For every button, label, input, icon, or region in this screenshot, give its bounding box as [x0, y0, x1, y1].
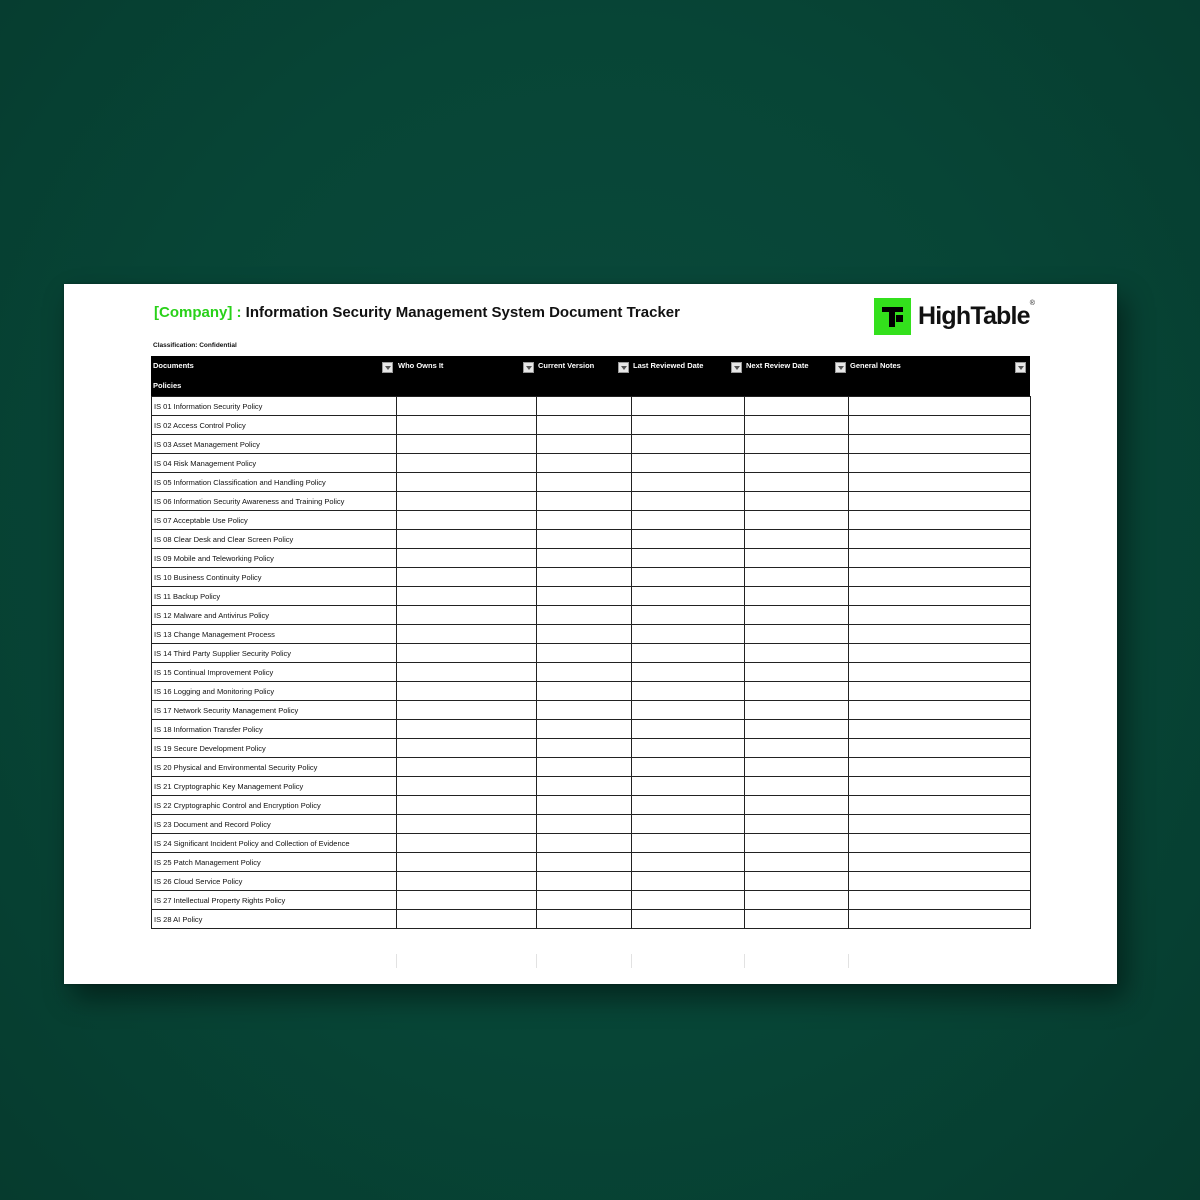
next-review-cell[interactable]: [745, 473, 849, 492]
version-cell[interactable]: [537, 511, 632, 530]
company-placeholder: [Company] :: [154, 304, 242, 321]
last-reviewed-cell[interactable]: [632, 511, 745, 530]
notes-cell[interactable]: [849, 435, 1031, 454]
notes-cell[interactable]: [849, 473, 1031, 492]
filter-dropdown-icon[interactable]: [618, 362, 629, 373]
document-name-cell[interactable]: IS 27 Intellectual Property Rights Policy: [152, 891, 397, 910]
document-name-cell[interactable]: IS 19 Secure Development Policy: [152, 739, 397, 758]
document-name-cell[interactable]: IS 14 Third Party Supplier Security Policy: [152, 644, 397, 663]
version-cell[interactable]: [537, 416, 632, 435]
table-row: [152, 758, 1031, 777]
notes-cell[interactable]: [849, 758, 1031, 777]
next-review-cell[interactable]: [745, 739, 849, 758]
table-row: [152, 777, 1031, 796]
column-header-documents: Documents: [153, 361, 194, 370]
table-row: [152, 606, 1031, 625]
notes-cell[interactable]: [849, 701, 1031, 720]
section-label-policies: Policies: [153, 381, 182, 390]
document-name-cell[interactable]: IS 25 Patch Management Policy: [152, 853, 397, 872]
owner-cell[interactable]: [397, 511, 537, 530]
owner-cell[interactable]: [397, 834, 537, 853]
notes-cell[interactable]: [849, 815, 1031, 834]
owner-cell[interactable]: [397, 682, 537, 701]
owner-cell[interactable]: [397, 853, 537, 872]
owner-cell[interactable]: [397, 758, 537, 777]
table-row: [152, 549, 1031, 568]
last-reviewed-cell[interactable]: [632, 853, 745, 872]
table-row: [152, 720, 1031, 739]
table-row: [152, 910, 1031, 929]
table-row: [152, 644, 1031, 663]
next-review-cell[interactable]: [745, 568, 849, 587]
document-name-cell[interactable]: IS 18 Information Transfer Policy: [152, 720, 397, 739]
version-cell[interactable]: [537, 758, 632, 777]
table-body: [151, 396, 1031, 929]
last-reviewed-cell[interactable]: [632, 473, 745, 492]
next-review-cell[interactable]: [745, 720, 849, 739]
version-cell[interactable]: [537, 720, 632, 739]
next-review-cell[interactable]: [745, 511, 849, 530]
version-cell[interactable]: [537, 739, 632, 758]
logo-text: HighTable: [918, 301, 1030, 330]
owner-cell[interactable]: [397, 739, 537, 758]
document-name-cell[interactable]: IS 07 Acceptable Use Policy: [152, 511, 397, 530]
version-cell[interactable]: [537, 815, 632, 834]
version-cell[interactable]: [537, 644, 632, 663]
table-header: [151, 356, 1030, 396]
version-cell[interactable]: [537, 587, 632, 606]
table-row: [152, 454, 1031, 473]
classification-label: Classification: Confidential: [153, 342, 237, 349]
last-reviewed-cell[interactable]: [632, 663, 745, 682]
document-name-cell[interactable]: IS 05 Information Classification and Handling Policy: [152, 473, 397, 492]
version-cell[interactable]: [537, 891, 632, 910]
version-cell[interactable]: [537, 910, 632, 929]
last-reviewed-cell[interactable]: [632, 606, 745, 625]
notes-cell[interactable]: [849, 872, 1031, 891]
filter-dropdown-icon[interactable]: [523, 362, 534, 373]
table-row: [152, 435, 1031, 454]
document-tracker-table: [151, 356, 1030, 929]
next-review-cell[interactable]: [745, 625, 849, 644]
last-reviewed-cell[interactable]: [632, 568, 745, 587]
notes-cell[interactable]: [849, 492, 1031, 511]
last-reviewed-cell[interactable]: [632, 587, 745, 606]
table-row: [152, 872, 1031, 891]
version-cell[interactable]: [537, 701, 632, 720]
document-name-cell[interactable]: IS 03 Asset Management Policy: [152, 435, 397, 454]
next-review-cell[interactable]: [745, 682, 849, 701]
last-reviewed-cell[interactable]: [632, 435, 745, 454]
owner-cell[interactable]: [397, 435, 537, 454]
notes-cell[interactable]: [849, 568, 1031, 587]
owner-cell[interactable]: [397, 796, 537, 815]
table-row: [152, 891, 1031, 910]
document-name-cell[interactable]: IS 17 Network Security Management Policy: [152, 701, 397, 720]
next-review-cell[interactable]: [745, 606, 849, 625]
column-header-current-version: Current Version: [538, 361, 595, 370]
notes-cell[interactable]: [849, 625, 1031, 644]
column-header-next-review-date: Next Review Date: [746, 361, 809, 370]
next-review-cell[interactable]: [745, 530, 849, 549]
table-row: [152, 739, 1031, 758]
last-reviewed-cell[interactable]: [632, 834, 745, 853]
column-header-who-owns-it: Who Owns It: [398, 361, 444, 370]
notes-cell[interactable]: [849, 644, 1031, 663]
last-reviewed-cell[interactable]: [632, 910, 745, 929]
notes-cell[interactable]: [849, 739, 1031, 758]
owner-cell[interactable]: [397, 473, 537, 492]
notes-cell[interactable]: [849, 796, 1031, 815]
document-name-cell[interactable]: IS 20 Physical and Environmental Security Policy: [152, 758, 397, 777]
owner-cell[interactable]: [397, 606, 537, 625]
version-cell[interactable]: [537, 682, 632, 701]
notes-cell[interactable]: [849, 587, 1031, 606]
owner-cell[interactable]: [397, 663, 537, 682]
owner-cell[interactable]: [397, 587, 537, 606]
next-review-cell[interactable]: [745, 663, 849, 682]
owner-cell[interactable]: [397, 492, 537, 511]
owner-cell[interactable]: [397, 454, 537, 473]
document-name-cell[interactable]: IS 10 Business Continuity Policy: [152, 568, 397, 587]
table-row: [152, 587, 1031, 606]
filter-dropdown-icon[interactable]: [731, 362, 742, 373]
owner-cell[interactable]: [397, 530, 537, 549]
document-name-cell[interactable]: IS 28 AI Policy: [152, 910, 397, 929]
document-name-cell[interactable]: IS 01 Information Security Policy: [152, 397, 397, 416]
document-name-cell[interactable]: IS 26 Cloud Service Policy: [152, 872, 397, 891]
owner-cell[interactable]: [397, 549, 537, 568]
document-name-cell[interactable]: IS 24 Significant Incident Policy and Collection of Evidence: [152, 834, 397, 853]
document-name-cell[interactable]: IS 15 Continual Improvement Policy: [152, 663, 397, 682]
notes-cell[interactable]: [849, 834, 1031, 853]
owner-cell[interactable]: [397, 644, 537, 663]
next-review-cell[interactable]: [745, 644, 849, 663]
notes-cell[interactable]: [849, 397, 1031, 416]
table-row: [152, 492, 1031, 511]
owner-cell[interactable]: [397, 815, 537, 834]
page-title: [154, 304, 680, 321]
next-review-cell[interactable]: [745, 853, 849, 872]
filter-dropdown-icon[interactable]: [382, 362, 393, 373]
last-reviewed-cell[interactable]: [632, 625, 745, 644]
document-name-cell[interactable]: IS 02 Access Control Policy: [152, 416, 397, 435]
owner-cell[interactable]: [397, 891, 537, 910]
table-row: [152, 796, 1031, 815]
table-row: [152, 416, 1031, 435]
version-cell[interactable]: [537, 663, 632, 682]
last-reviewed-cell[interactable]: [632, 796, 745, 815]
next-review-cell[interactable]: [745, 701, 849, 720]
table-row: [152, 663, 1031, 682]
version-cell[interactable]: [537, 796, 632, 815]
document-name-cell[interactable]: IS 12 Malware and Antivirus Policy: [152, 606, 397, 625]
last-reviewed-cell[interactable]: [632, 492, 745, 511]
column-header-general-notes: General Notes: [850, 361, 901, 370]
next-review-cell[interactable]: [745, 834, 849, 853]
filter-dropdown-icon[interactable]: [835, 362, 846, 373]
document-name-cell[interactable]: IS 16 Logging and Monitoring Policy: [152, 682, 397, 701]
notes-cell[interactable]: [849, 777, 1031, 796]
last-reviewed-cell[interactable]: [632, 758, 745, 777]
last-reviewed-cell[interactable]: [632, 416, 745, 435]
version-cell[interactable]: [537, 397, 632, 416]
last-reviewed-cell[interactable]: [632, 891, 745, 910]
document-name-cell[interactable]: IS 08 Clear Desk and Clear Screen Policy: [152, 530, 397, 549]
document-name-cell[interactable]: IS 22 Cryptographic Control and Encryption Policy: [152, 796, 397, 815]
last-reviewed-cell[interactable]: [632, 872, 745, 891]
table-row: [152, 473, 1031, 492]
version-cell[interactable]: [537, 625, 632, 644]
owner-cell[interactable]: [397, 701, 537, 720]
notes-cell[interactable]: [849, 682, 1031, 701]
notes-cell[interactable]: [849, 891, 1031, 910]
notes-cell[interactable]: [849, 853, 1031, 872]
table-row: [152, 834, 1031, 853]
owner-cell[interactable]: [397, 777, 537, 796]
owner-cell[interactable]: [397, 720, 537, 739]
document-name-cell[interactable]: IS 04 Risk Management Policy: [152, 454, 397, 473]
next-review-cell[interactable]: [745, 891, 849, 910]
owner-cell[interactable]: [397, 397, 537, 416]
version-cell[interactable]: [537, 568, 632, 587]
document-name-cell[interactable]: IS 06 Information Security Awareness and Training Policy: [152, 492, 397, 511]
table-row: [152, 853, 1031, 872]
table-row: [152, 530, 1031, 549]
table-row: [152, 682, 1031, 701]
notes-cell[interactable]: [849, 606, 1031, 625]
last-reviewed-cell[interactable]: [632, 397, 745, 416]
notes-cell[interactable]: [849, 549, 1031, 568]
empty-grid-lines: [151, 954, 1030, 968]
version-cell[interactable]: [537, 777, 632, 796]
version-cell[interactable]: [537, 435, 632, 454]
version-cell[interactable]: [537, 492, 632, 511]
owner-cell[interactable]: [397, 910, 537, 929]
notes-cell[interactable]: [849, 454, 1031, 473]
last-reviewed-cell[interactable]: [632, 701, 745, 720]
last-reviewed-cell[interactable]: [632, 549, 745, 568]
next-review-cell[interactable]: [745, 815, 849, 834]
table-row: [152, 625, 1031, 644]
table-row: [152, 701, 1031, 720]
owner-cell[interactable]: [397, 625, 537, 644]
next-review-cell[interactable]: [745, 454, 849, 473]
last-reviewed-cell[interactable]: [632, 739, 745, 758]
document-name-cell[interactable]: IS 21 Cryptographic Key Management Policy: [152, 777, 397, 796]
document-title: Information Security Management System Document Tracker: [245, 304, 680, 321]
spreadsheet-sheet: [64, 284, 1117, 984]
next-review-cell[interactable]: [745, 397, 849, 416]
document-name-cell[interactable]: IS 11 Backup Policy: [152, 587, 397, 606]
notes-cell[interactable]: [849, 663, 1031, 682]
document-name-cell[interactable]: IS 23 Document and Record Policy: [152, 815, 397, 834]
next-review-cell[interactable]: [745, 549, 849, 568]
version-cell[interactable]: [537, 853, 632, 872]
version-cell[interactable]: [537, 872, 632, 891]
version-cell[interactable]: [537, 834, 632, 853]
last-reviewed-cell[interactable]: [632, 682, 745, 701]
hightable-logo-icon: [874, 298, 911, 335]
table-row: [152, 397, 1031, 416]
version-cell[interactable]: [537, 473, 632, 492]
version-cell[interactable]: [537, 549, 632, 568]
document-name-cell[interactable]: IS 13 Change Management Process: [152, 625, 397, 644]
notes-cell[interactable]: [849, 530, 1031, 549]
owner-cell[interactable]: [397, 416, 537, 435]
table-row: [152, 511, 1031, 530]
filter-dropdown-icon[interactable]: [1015, 362, 1026, 373]
next-review-cell[interactable]: [745, 587, 849, 606]
registered-mark: ®: [1029, 299, 1035, 307]
last-reviewed-cell[interactable]: [632, 815, 745, 834]
next-review-cell[interactable]: [745, 416, 849, 435]
version-cell[interactable]: [537, 530, 632, 549]
notes-cell[interactable]: [849, 910, 1031, 929]
next-review-cell[interactable]: [745, 435, 849, 454]
notes-cell[interactable]: [849, 511, 1031, 530]
version-cell[interactable]: [537, 454, 632, 473]
table-row: [152, 815, 1031, 834]
hightable-logo: [874, 297, 1034, 335]
next-review-cell[interactable]: [745, 492, 849, 511]
version-cell[interactable]: [537, 606, 632, 625]
last-reviewed-cell[interactable]: [632, 530, 745, 549]
owner-cell[interactable]: [397, 872, 537, 891]
last-reviewed-cell[interactable]: [632, 644, 745, 663]
next-review-cell[interactable]: [745, 758, 849, 777]
owner-cell[interactable]: [397, 568, 537, 587]
column-header-last-reviewed-date: Last Reviewed Date: [633, 361, 704, 370]
notes-cell[interactable]: [849, 416, 1031, 435]
next-review-cell[interactable]: [745, 872, 849, 891]
notes-cell[interactable]: [849, 720, 1031, 739]
next-review-cell[interactable]: [745, 910, 849, 929]
next-review-cell[interactable]: [745, 796, 849, 815]
document-name-cell[interactable]: IS 09 Mobile and Teleworking Policy: [152, 549, 397, 568]
last-reviewed-cell[interactable]: [632, 720, 745, 739]
last-reviewed-cell[interactable]: [632, 777, 745, 796]
last-reviewed-cell[interactable]: [632, 454, 745, 473]
table-row: [152, 568, 1031, 587]
next-review-cell[interactable]: [745, 777, 849, 796]
